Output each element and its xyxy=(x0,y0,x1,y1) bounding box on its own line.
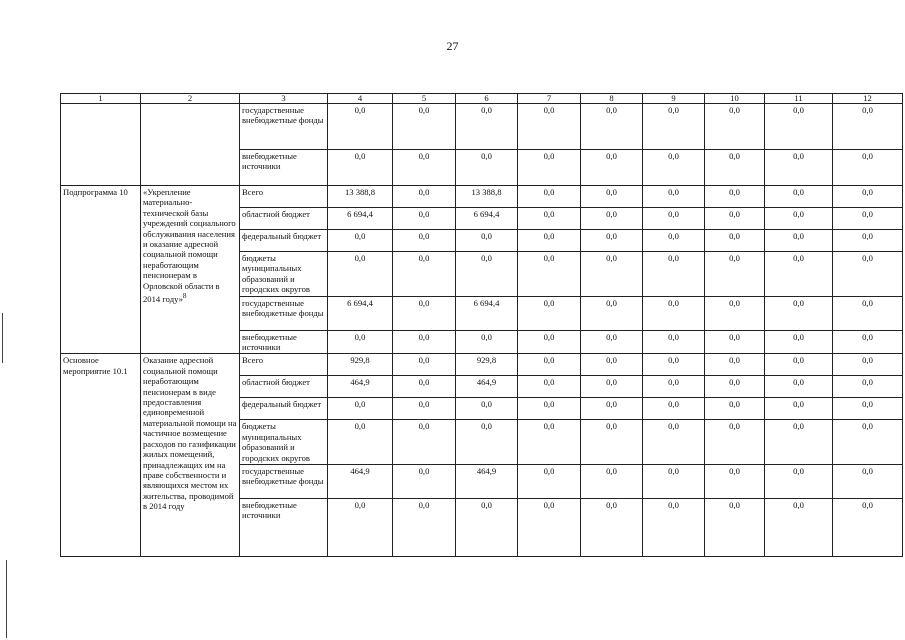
value-cell: 0,0 xyxy=(393,376,456,398)
funding-source: внебюджетные источники xyxy=(240,150,328,186)
value-cell: 0,0 xyxy=(393,186,456,208)
title-cell-empty xyxy=(141,104,240,186)
column-number: 2 xyxy=(141,94,240,104)
value-cell: 0,0 xyxy=(765,252,833,297)
value-cell: 0,0 xyxy=(705,150,765,186)
value-cell: 0,0 xyxy=(765,230,833,252)
value-cell: 0,0 xyxy=(705,330,765,354)
value-cell: 0,0 xyxy=(581,354,643,376)
value-cell: 0,0 xyxy=(518,420,581,465)
budget-table xyxy=(60,93,903,557)
funding-source: бюджеты муниципальных образований и городских округов xyxy=(240,420,328,465)
value-cell: 0,0 xyxy=(581,104,643,150)
value-cell: 0,0 xyxy=(833,208,903,230)
value-cell: 0,0 xyxy=(705,230,765,252)
value-cell: 0,0 xyxy=(833,296,903,330)
value-cell: 13 388,8 xyxy=(328,186,393,208)
column-number: 7 xyxy=(518,94,581,104)
value-cell: 0,0 xyxy=(518,208,581,230)
column-number: 11 xyxy=(765,94,833,104)
value-cell: 0,0 xyxy=(581,398,643,420)
value-cell: 0,0 xyxy=(833,420,903,465)
value-cell: 0,0 xyxy=(643,330,705,354)
value-cell: 0,0 xyxy=(581,376,643,398)
value-cell: 0,0 xyxy=(518,296,581,330)
value-cell: 0,0 xyxy=(765,499,833,557)
value-cell: 0,0 xyxy=(705,499,765,557)
value-cell: 0,0 xyxy=(705,104,765,150)
value-cell: 0,0 xyxy=(581,465,643,499)
value-cell: 0,0 xyxy=(765,420,833,465)
subprogram-title-text: «Укрепление материально-технической базы учреждений социального обслуживания населения и оказание адресной социальной помощи неработающим пенсионерам в Орловской области в 2014 году» xyxy=(143,187,236,304)
value-cell: 0,0 xyxy=(765,465,833,499)
value-cell: 0,0 xyxy=(643,186,705,208)
value-cell: 0,0 xyxy=(393,296,456,330)
value-cell: 0,0 xyxy=(328,398,393,420)
value-cell: 0,0 xyxy=(643,150,705,186)
value-cell: 0,0 xyxy=(643,376,705,398)
value-cell: 0,0 xyxy=(518,252,581,297)
funding-source: Всего xyxy=(240,354,328,376)
column-number: 5 xyxy=(393,94,456,104)
value-cell: 0,0 xyxy=(328,420,393,465)
value-cell: 0,0 xyxy=(765,376,833,398)
value-cell: 0,0 xyxy=(393,252,456,297)
value-cell: 0,0 xyxy=(518,398,581,420)
funding-source: Всего xyxy=(240,186,328,208)
funding-source: федеральный бюджет xyxy=(240,398,328,420)
value-cell: 0,0 xyxy=(705,208,765,230)
value-cell: 0,0 xyxy=(328,252,393,297)
scan-mark xyxy=(2,313,3,363)
value-cell: 0,0 xyxy=(705,420,765,465)
column-number: 4 xyxy=(328,94,393,104)
value-cell: 0,0 xyxy=(518,376,581,398)
value-cell: 929,8 xyxy=(328,354,393,376)
column-number: 10 xyxy=(705,94,765,104)
value-cell: 0,0 xyxy=(518,104,581,150)
value-cell: 0,0 xyxy=(833,186,903,208)
value-cell: 0,0 xyxy=(456,420,518,465)
value-cell: 0,0 xyxy=(328,150,393,186)
value-cell: 6 694,4 xyxy=(456,208,518,230)
value-cell: 0,0 xyxy=(833,330,903,354)
funding-source: федеральный бюджет xyxy=(240,230,328,252)
value-cell: 0,0 xyxy=(765,186,833,208)
value-cell: 0,0 xyxy=(328,230,393,252)
value-cell: 0,0 xyxy=(643,499,705,557)
value-cell: 0,0 xyxy=(705,354,765,376)
value-cell: 0,0 xyxy=(581,499,643,557)
value-cell: 0,0 xyxy=(581,252,643,297)
measure-title: Оказание адресной социальной помощи неработающим пенсионерам в виде предоставления единовременной материальной помощи на частичное возмещение расходов по газификации жилых помещений, принадлежащих им на праве собственности и являющихся местом их жительства, проводимой в 2014 году xyxy=(141,354,240,557)
value-cell: 0,0 xyxy=(643,104,705,150)
value-cell: 0,0 xyxy=(833,499,903,557)
value-cell: 0,0 xyxy=(393,398,456,420)
value-cell: 0,0 xyxy=(581,420,643,465)
value-cell: 0,0 xyxy=(393,230,456,252)
value-cell: 0,0 xyxy=(705,296,765,330)
value-cell: 0,0 xyxy=(393,150,456,186)
value-cell: 6 694,4 xyxy=(456,296,518,330)
value-cell: 0,0 xyxy=(643,398,705,420)
value-cell: 0,0 xyxy=(705,186,765,208)
funding-source: внебюджетные источники xyxy=(240,499,328,557)
value-cell: 0,0 xyxy=(765,398,833,420)
value-cell: 0,0 xyxy=(833,354,903,376)
value-cell: 0,0 xyxy=(765,354,833,376)
funding-source: внебюджетные источники xyxy=(240,330,328,354)
value-cell: 0,0 xyxy=(705,252,765,297)
value-cell: 0,0 xyxy=(393,420,456,465)
value-cell: 6 694,4 xyxy=(328,208,393,230)
value-cell: 0,0 xyxy=(456,252,518,297)
funding-source: государственные внебюджетные фонды xyxy=(240,465,328,499)
column-number: 8 xyxy=(581,94,643,104)
value-cell: 0,0 xyxy=(765,330,833,354)
value-cell: 0,0 xyxy=(328,330,393,354)
value-cell: 0,0 xyxy=(765,104,833,150)
value-cell: 0,0 xyxy=(765,150,833,186)
value-cell: 464,9 xyxy=(328,465,393,499)
value-cell: 0,0 xyxy=(705,465,765,499)
column-number: 3 xyxy=(240,94,328,104)
value-cell: 0,0 xyxy=(643,230,705,252)
column-number-row xyxy=(61,94,903,104)
value-cell: 464,9 xyxy=(456,376,518,398)
column-number: 6 xyxy=(456,94,518,104)
value-cell: 0,0 xyxy=(456,330,518,354)
value-cell: 0,0 xyxy=(456,499,518,557)
value-cell: 0,0 xyxy=(518,499,581,557)
page-number: 27 xyxy=(446,39,459,53)
value-cell: 0,0 xyxy=(456,104,518,150)
value-cell: 0,0 xyxy=(518,186,581,208)
value-cell: 0,0 xyxy=(456,230,518,252)
value-cell: 0,0 xyxy=(518,150,581,186)
value-cell: 0,0 xyxy=(393,208,456,230)
value-cell: 0,0 xyxy=(393,465,456,499)
funding-source: областной бюджет xyxy=(240,208,328,230)
program-cell-empty xyxy=(61,104,141,186)
value-cell: 0,0 xyxy=(518,465,581,499)
value-cell: 0,0 xyxy=(643,420,705,465)
value-cell: 0,0 xyxy=(581,186,643,208)
value-cell: 0,0 xyxy=(833,465,903,499)
column-number: 12 xyxy=(833,94,903,104)
value-cell: 0,0 xyxy=(705,376,765,398)
subprogram-label: Подпрограмма 10 xyxy=(61,186,141,354)
subprogram-title xyxy=(141,186,240,354)
value-cell: 0,0 xyxy=(833,150,903,186)
scan-mark xyxy=(6,560,7,638)
value-cell: 0,0 xyxy=(393,354,456,376)
value-cell: 0,0 xyxy=(833,104,903,150)
column-number: 9 xyxy=(643,94,705,104)
value-cell: 0,0 xyxy=(456,150,518,186)
value-cell: 0,0 xyxy=(833,230,903,252)
table-row xyxy=(61,186,903,208)
value-cell: 0,0 xyxy=(833,398,903,420)
value-cell: 13 388,8 xyxy=(456,186,518,208)
value-cell: 0,0 xyxy=(518,230,581,252)
value-cell: 464,9 xyxy=(328,376,393,398)
funding-source: бюджеты муниципальных образований и городских округов xyxy=(240,252,328,297)
value-cell: 0,0 xyxy=(581,330,643,354)
footnote-mark: 8 xyxy=(182,292,187,301)
value-cell: 0,0 xyxy=(581,150,643,186)
value-cell: 0,0 xyxy=(328,499,393,557)
value-cell: 0,0 xyxy=(328,104,393,150)
value-cell: 0,0 xyxy=(456,398,518,420)
value-cell: 0,0 xyxy=(643,252,705,297)
value-cell: 0,0 xyxy=(581,230,643,252)
value-cell: 0,0 xyxy=(833,376,903,398)
value-cell: 0,0 xyxy=(643,465,705,499)
value-cell: 6 694,4 xyxy=(328,296,393,330)
value-cell: 0,0 xyxy=(393,330,456,354)
value-cell: 0,0 xyxy=(518,354,581,376)
value-cell: 0,0 xyxy=(643,354,705,376)
value-cell: 0,0 xyxy=(705,398,765,420)
funding-source: государственные внебюджетные фонды xyxy=(240,104,328,150)
table-row xyxy=(61,354,903,376)
funding-source: областной бюджет xyxy=(240,376,328,398)
value-cell: 0,0 xyxy=(581,296,643,330)
column-number: 1 xyxy=(61,94,141,104)
value-cell: 0,0 xyxy=(765,208,833,230)
measure-label: Основное мероприятие 10.1 xyxy=(61,354,141,557)
value-cell: 929,8 xyxy=(456,354,518,376)
value-cell: 0,0 xyxy=(765,296,833,330)
value-cell: 0,0 xyxy=(643,296,705,330)
value-cell: 0,0 xyxy=(833,252,903,297)
value-cell: 0,0 xyxy=(643,208,705,230)
table-row xyxy=(61,104,903,150)
value-cell: 0,0 xyxy=(393,104,456,150)
funding-source: государственные внебюджетные фонды xyxy=(240,296,328,330)
value-cell: 464,9 xyxy=(456,465,518,499)
value-cell: 0,0 xyxy=(518,330,581,354)
value-cell: 0,0 xyxy=(393,499,456,557)
value-cell: 0,0 xyxy=(581,208,643,230)
